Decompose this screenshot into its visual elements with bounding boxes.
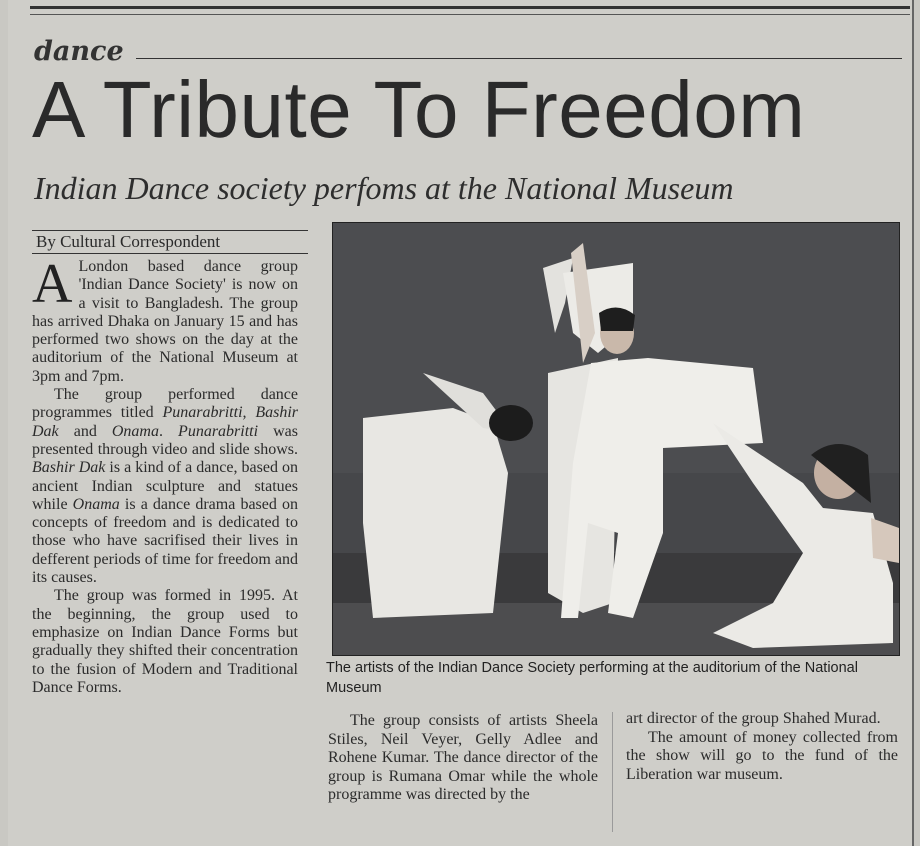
paragraph-fund: The amount of money collected from the show will go to the fund of the Liberation war museum. — [626, 728, 898, 783]
text-run: was presented through video and slide shows. — [32, 422, 298, 458]
article-column-2 — [328, 712, 598, 805]
top-rule-thin — [30, 14, 910, 15]
section-label: dance — [34, 36, 124, 67]
byline: By Cultural Correspondent — [32, 230, 308, 254]
subheadline: Indian Dance society perfoms at the National Museum — [34, 170, 734, 206]
title-italic: Onama — [72, 495, 120, 513]
top-rule — [30, 6, 910, 9]
title-italic: Onama — [111, 422, 159, 440]
page-edge-rule — [912, 0, 914, 846]
article-column-3 — [626, 710, 898, 784]
dancers-illustration — [333, 223, 899, 655]
paragraph-director: art director of the group Shahed Murad. — [626, 710, 881, 727]
paragraph-history: The group was formed in 1995. At the beginning, the group used to emphasize on Indian Dance Forms but gradually they shifted their concentration to the fusion of Modern and Traditional Dance Forms. — [32, 587, 298, 696]
text-run: is a kind of a dance, based on ancient Indian sculpture and statues while — [32, 459, 298, 513]
headline: A Tribute To Freedom — [32, 65, 806, 154]
article-column-1 — [32, 253, 299, 697]
title-italic: Bashir Dak — [32, 459, 106, 477]
title-italic: Punarabritti, Bashir Dak — [32, 404, 298, 440]
section-rule — [136, 58, 902, 59]
drop-cap: A — [32, 253, 73, 315]
text-run: The group performed dance programmes titled — [32, 386, 298, 422]
photo-caption: The artists of the Indian Dance Society performing at the auditorium of the National Museum — [326, 660, 858, 696]
paragraph-text: London based dance group 'Indian Dance Society' is now on a visit to Bangladesh. The group has arrived Dhaka on January 15 and has performed two shows on the day at the auditorium of the National Museum at 3pm and 7pm. — [32, 258, 298, 385]
paragraph-intro — [32, 253, 298, 386]
paragraph-artists: The group consists of artists Sheela Stiles, Neil Veyer, Gelly Adlee and Rohene Kumar. The dance director of the group is Rumana Omar while the whole programme was directed by the — [328, 712, 598, 804]
text-run: is a dance drama based on concepts of freedom and is dedicated to those who have sacrifised their lives in defferent periods of time for freedom and its causes. — [32, 495, 299, 587]
text-run: and — [58, 422, 112, 440]
text-run: . — [158, 422, 179, 440]
title-italic: Punarabritti — [178, 422, 259, 440]
column-divider — [612, 712, 613, 832]
paragraph-programmes — [32, 386, 298, 587]
dance-photo — [332, 222, 900, 656]
